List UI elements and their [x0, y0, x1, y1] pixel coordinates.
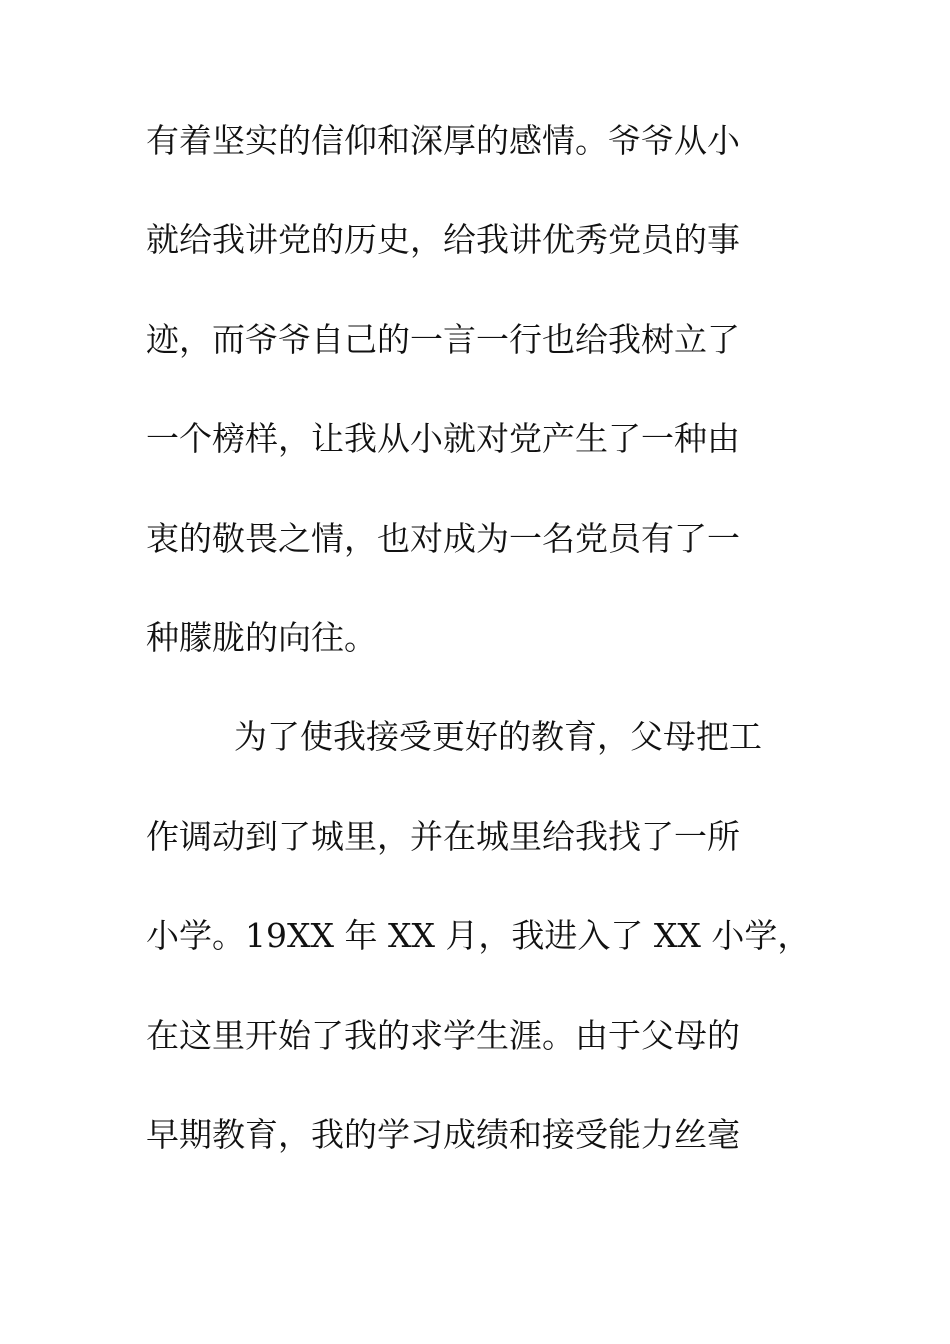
- paragraph-first-line: 为了使我接受更好的教育，父母把工: [234, 717, 762, 757]
- text-line: 有着坚实的信仰和深厚的感情。爷爷从小: [146, 121, 740, 160]
- text-line: 在这里开始了我的求学生涯。由于父母的: [146, 1015, 740, 1055]
- text-line: 小学。19XX 年 XX 月，我进入了 XX 小学，: [146, 916, 811, 956]
- text-line: 衷的敬畏之情，也对成为一名党员有了一: [146, 518, 740, 558]
- text-line: 种朦胧的向往。: [146, 617, 377, 657]
- text-line: 迹，而爷爷自己的一言一行也给我树立了: [146, 319, 740, 359]
- text-line: 早期教育，我的学习成绩和接受能力丝毫: [146, 1114, 740, 1154]
- text-line: 一个榜样，让我从小就对党产生了一种由: [146, 419, 740, 459]
- body-text: [146, 121, 811, 1217]
- text-line: 作调动到了城里，并在城里给我找了一所: [146, 816, 740, 856]
- text-line: 就给我讲党的历史，给我讲优秀党员的事: [146, 220, 740, 260]
